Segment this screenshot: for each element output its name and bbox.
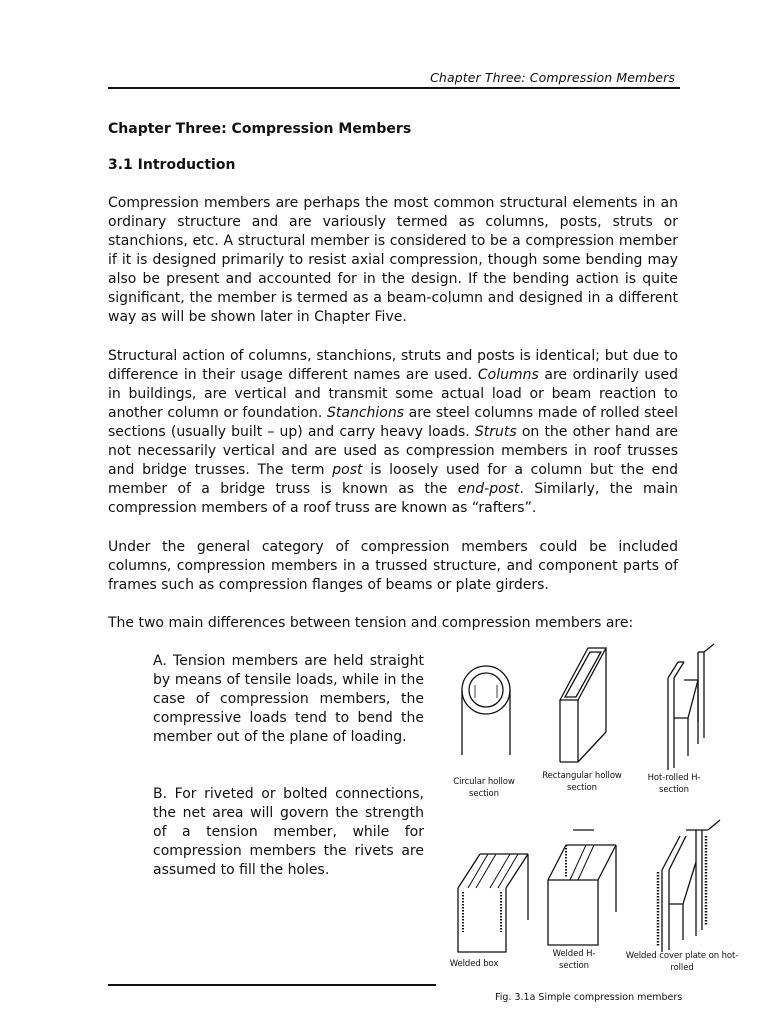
footer-rule [108, 984, 436, 986]
p2-sentence-2: are ordinarily used in buildings, are vertical and transmit some actual load or beam reaction to another column or foundation. [108, 367, 678, 421]
intro-paragraph-3: Under the general category of compression members could be included columns, compression members in a trussed structure, and component parts of frames such as compression flanges of beams or plate girders. [108, 539, 678, 593]
welded-cover-plate-drawing [658, 820, 720, 952]
chapter-title: Chapter Three: Compression Members [108, 121, 412, 137]
term-post: post [332, 462, 363, 478]
caption-welded-box: Welded box [449, 959, 499, 969]
circular-hollow-section-drawing [462, 666, 510, 755]
term-columns: Columns [477, 367, 539, 383]
intro-paragraph-4 [108, 614, 678, 633]
p2-sentence-4: on the other hand are not necessarily vertical and are used as compression members in roof trusses and bridge trusses. The term [108, 424, 679, 478]
term-stanchions: Stanchions [327, 405, 405, 421]
p2-sentence-6: . Similarly, the main compression members of a roof truss are known as “rafters”. [108, 481, 678, 516]
caption-circular-hollow: Circular hollow section [453, 777, 515, 799]
p2-sentence-3: are steel columns made of rolled steel sections (usually built – up) and carry heavy loads. [108, 405, 679, 440]
differences-lead-in: The two main differences between tension and compression members are: [108, 615, 634, 631]
hot-rolled-h-section-drawing [668, 644, 714, 770]
p2-sentence-1: Structural action of columns, stanchions, struts and posts is identical; but due to difference in their usage different names are used. [108, 348, 678, 383]
welded-h-section-drawing [548, 830, 616, 945]
caption-welded-h: Welded H-section [552, 949, 596, 971]
header-rule [108, 87, 680, 89]
section-title: 3.1 Introduction [108, 157, 236, 173]
caption-welded-cover-plate: Welded cover plate on hot-rolled [625, 951, 739, 973]
intro-paragraph-1: Compression members are perhaps the most common structural elements in an ordinary structure and are variously termed as columns, posts, struts or stanchions, etc. A structural member is considered to be a compression member if it is designed primarily to resist axial compression, though some bending may also be present and accounted for in the design. If the bending action is quite significant, the member is termed as a beam-column and designed in a different way as will be shown later in Chapter Five. [108, 195, 678, 325]
difference-item-a: A. Tension members are held straight by means of tensile loads, while in the case of compression members, the compressive loads tend to bend the member out of the plane of loading. [153, 653, 424, 745]
sections-drawing [436, 640, 756, 985]
welded-box-drawing [458, 854, 528, 952]
difference-item-b: B. For riveted or bolted connections, the net area will govern the strength of a tension member, while for compression members the rivets are assumed to fill the holes. [153, 786, 424, 878]
rectangular-hollow-section-drawing [560, 648, 606, 762]
term-struts: Struts [474, 424, 517, 440]
caption-hot-rolled-h: Hot-rolled H-section [647, 773, 701, 795]
caption-rectangular-hollow: Rectangular hollow section [542, 771, 622, 793]
running-header: Chapter Three: Compression Members [430, 70, 675, 85]
term-end-post: end-post [457, 481, 520, 497]
intro-paragraph-2 [108, 347, 678, 518]
figure-caption: Fig. 3.1a Simple compression members [495, 992, 683, 1003]
p2-sentence-5: is loosely used for a column but the end member of a bridge truss is known as the [108, 462, 678, 497]
compression-members-figure [436, 640, 756, 985]
